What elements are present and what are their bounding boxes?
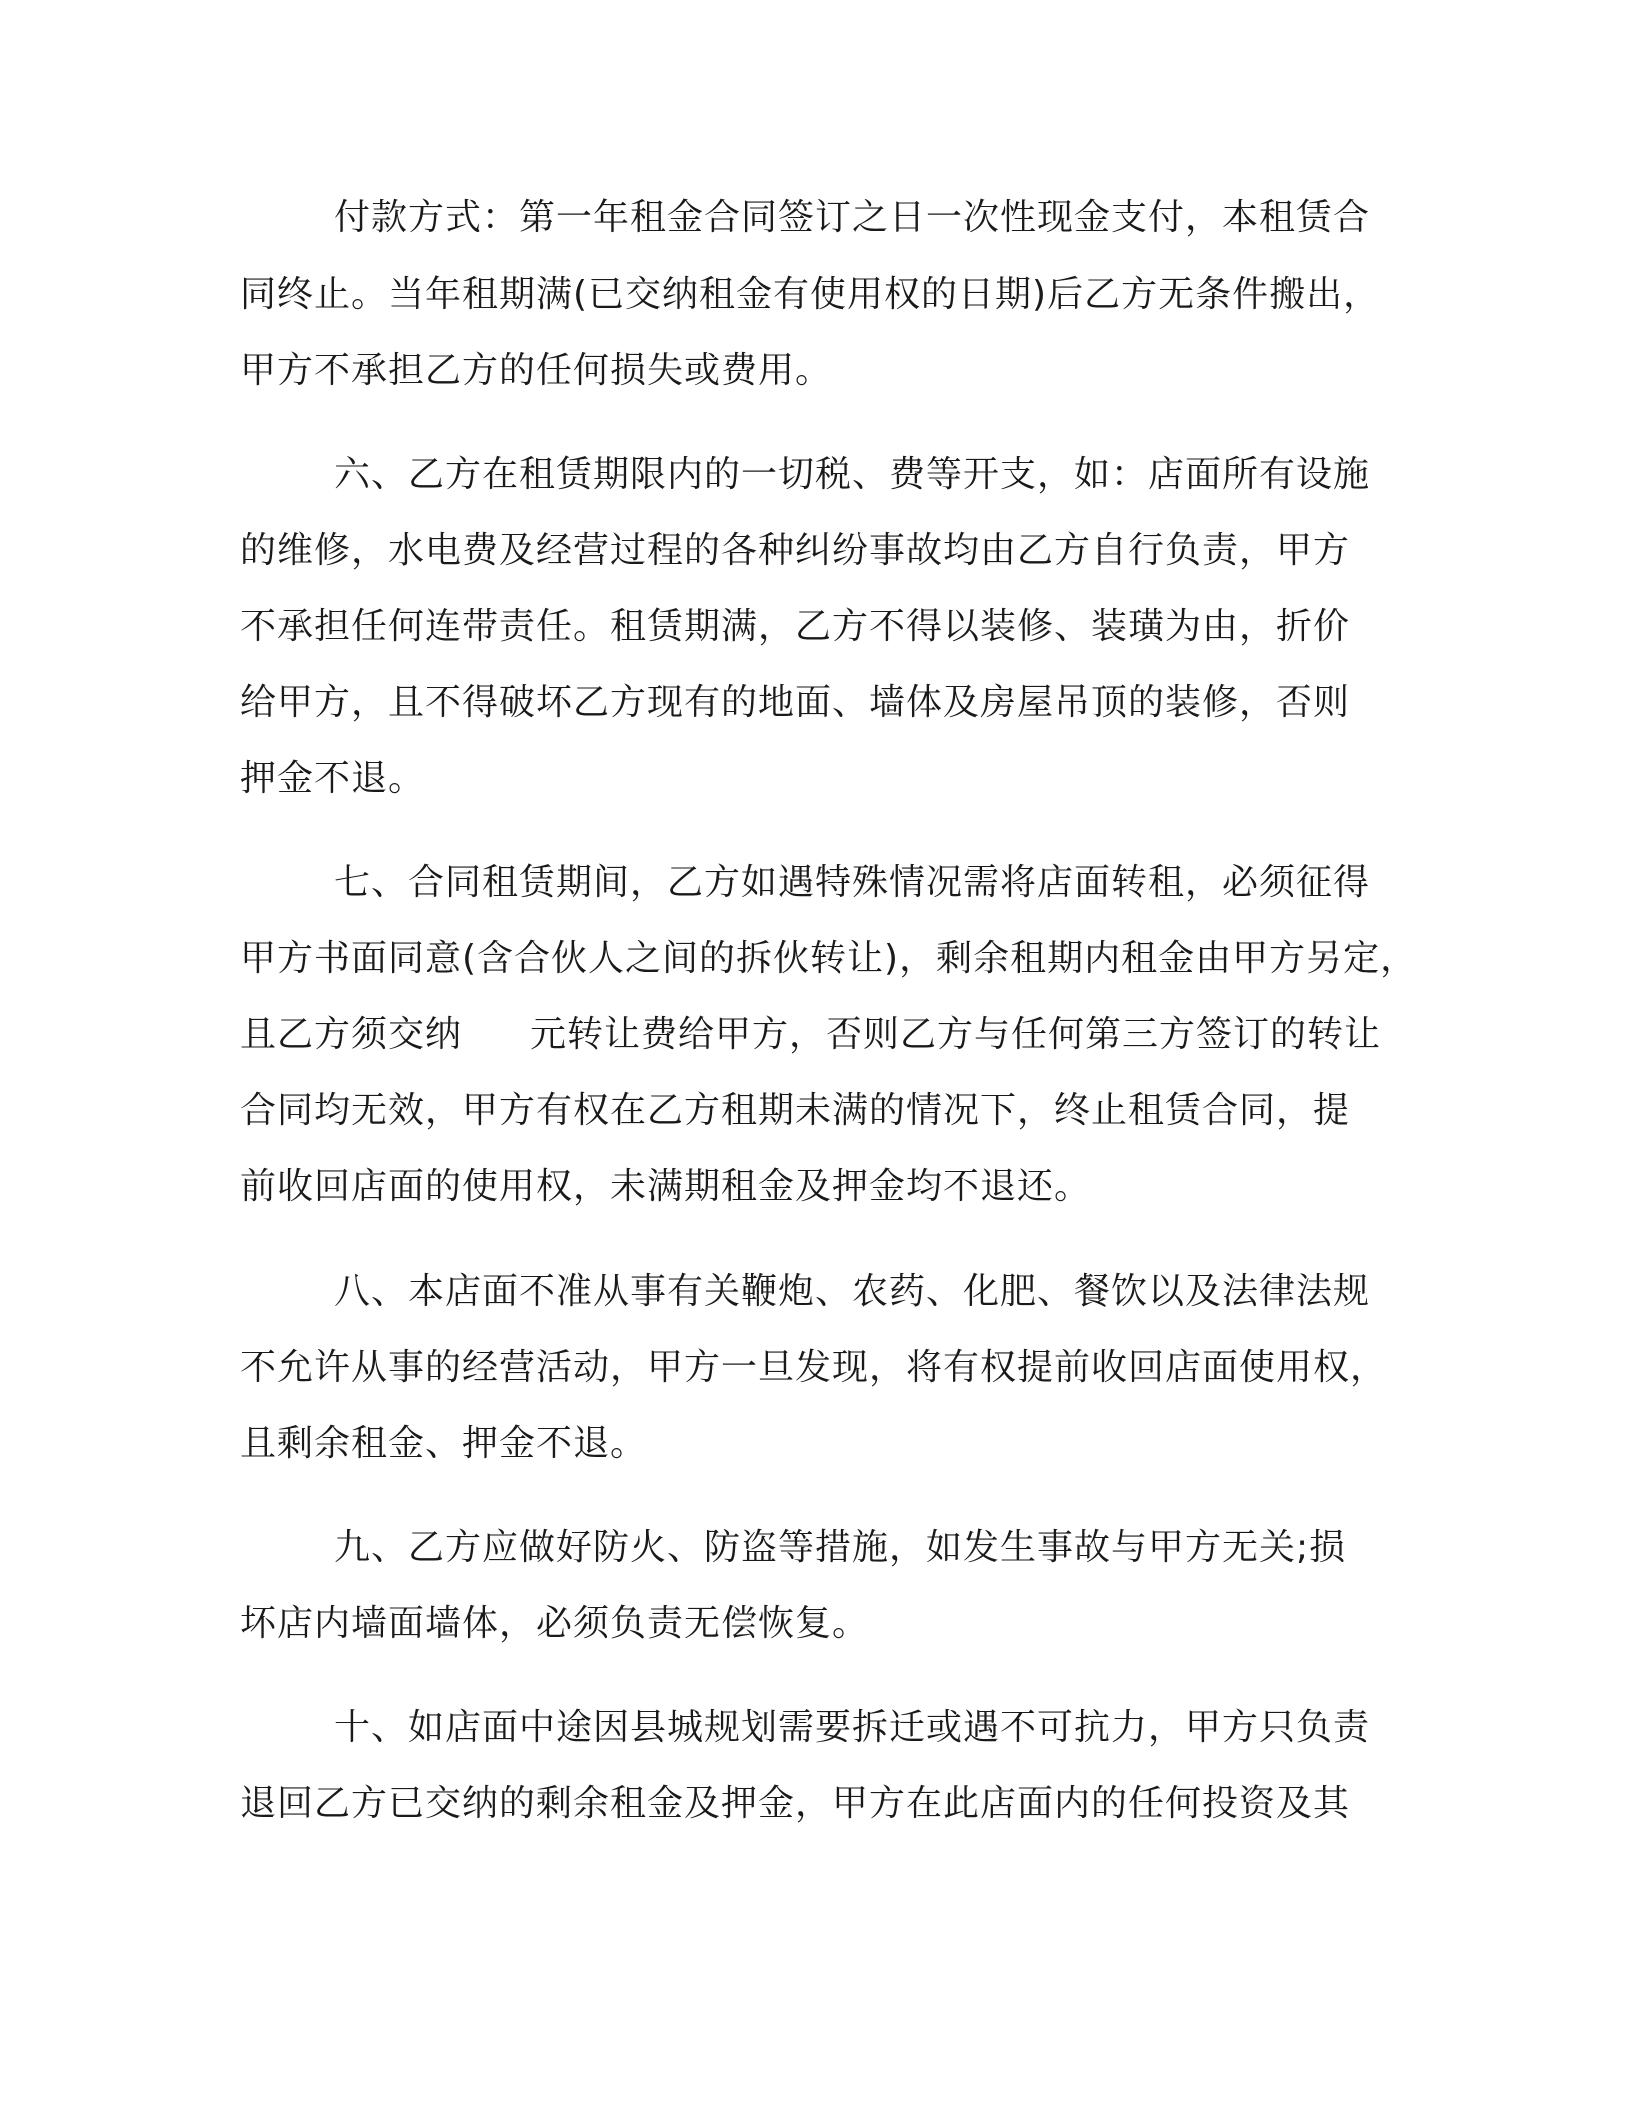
text-line: 十、如店面中途因县城规划需要拆迁或遇不可抗力，甲方只负责 [334, 1707, 1371, 1748]
text-line: 且剩余租金、押金不退。 [240, 1423, 648, 1464]
text-line: 不允许从事的经营活动，甲方一旦发现，将有权提前收回店面使用权， [240, 1347, 1388, 1388]
text-line: 七、合同租赁期间，乙方如遇特殊情况需将店面转租，必须征得 [334, 862, 1371, 903]
text-line: 前收回店面的使用权，未满期租金及押金均不退还。 [240, 1166, 1092, 1207]
text-line: 付款方式：第一年租金合同签订之日一次性现金支付，本租赁合 [334, 197, 1371, 238]
text-line: 甲方书面同意(含合伙人之间的拆伙转让)，剩余租期内租金由甲方另定， [240, 938, 1418, 979]
text-line: 同终止。当年租期满(已交纳租金有使用权的日期)后乙方无条件搬出， [240, 274, 1381, 315]
text-segment: 元转让费给甲方，否则乙方与任何第三方签订的转让 [530, 1014, 1382, 1055]
text-line: 甲方不承担乙方的任何损失或费用。 [240, 350, 833, 391]
text-line: 坏店内墙面墙体，必须负责无偿恢复。 [240, 1603, 870, 1644]
text-segment: 且乙方须交纳 [240, 1014, 463, 1055]
text-line: 押金不退。 [240, 758, 426, 799]
text-line [240, 1015, 1381, 1055]
text-line: 六、乙方在租赁期限内的一切税、费等开支，如：店面所有设施 [334, 454, 1371, 495]
text-line: 不承担任何连带责任。租赁期满，乙方不得以装修、装璜为由，折价 [240, 606, 1351, 647]
text-line: 退回乙方已交纳的剩余租金及押金，甲方在此店面内的任何投资及其 [240, 1783, 1351, 1824]
text-line: 给甲方，且不得破坏乙方现有的地面、墙体及房屋吊顶的装修，否则 [240, 682, 1351, 723]
text-line: 的维修，水电费及经营过程的各种纠纷事故均由乙方自行负责，甲方 [240, 530, 1351, 571]
text-line: 九、乙方应做好防火、防盗等措施，如发生事故与甲方无关;损 [334, 1527, 1347, 1568]
text-line: 八、本店面不准从事有关鞭炮、农药、化肥、餐饮以及法律法规 [334, 1271, 1371, 1312]
text-line: 合同均无效，甲方有权在乙方租期未满的情况下，终止租赁合同，提 [240, 1090, 1351, 1131]
